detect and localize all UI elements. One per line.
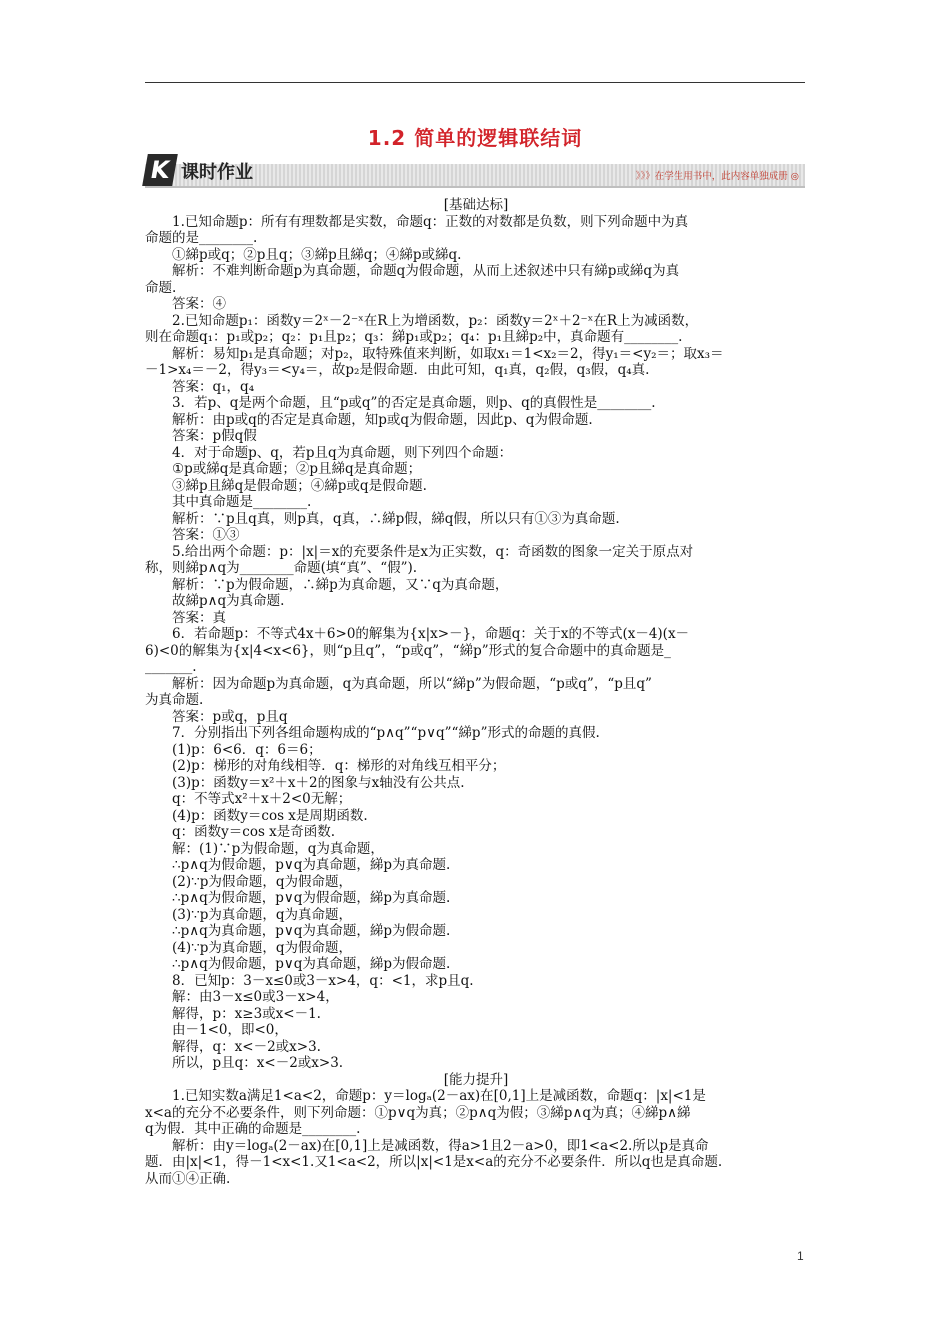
text-line: (3)∵p为真命题，q为真命题， [172, 906, 352, 923]
text-line: 解：由3－x≤0或3－x>4， [172, 989, 339, 1005]
text-line: 6．若命题p：不等式4x＋6>0的解集为{x|x>－}，命题q：关于x的不等式(x－4)(x－ [172, 626, 690, 642]
text-line: 所以，p且q：x<－2或x>3. [172, 1055, 344, 1071]
text-line: 解析：易知p₁是真命题；对p₂，取特殊值来判断，如取x₁＝1<x₂＝2，得y₁＝<y₂＝；取x₃＝ [172, 345, 724, 362]
text-line: (2)∵p为假命题，q为假命题， [172, 873, 352, 890]
page-number: 1 [797, 1249, 804, 1263]
banner-logo-icon: K [142, 154, 178, 186]
text-line: 解得，q：x<－2或x>3. [172, 1038, 321, 1055]
page-title: 1.2 简单的逻辑联结词 [367, 126, 583, 150]
text-line: 从而①④正确. [145, 1170, 231, 1187]
banner-note: 》》》在学生用书中，此内容单独成册 ◎ [635, 171, 799, 182]
text-line: 命题的是________. [145, 230, 258, 246]
text-line: q：函数y＝cos x是奇函数. [172, 824, 336, 840]
text-line: 解：(1)∵p为假命题，q为真命题， [172, 840, 384, 857]
header-rule [145, 82, 805, 83]
text-line: 8．已知p：3－x≤0或3－x>4，q：<1，求p且q. [172, 972, 474, 989]
text-line: 4．对于命题p、q，若p且q为真命题，则下列四个命题： [172, 444, 513, 461]
text-line: 3．若p、q是两个命题，且“p或q”的否定是真命题，则p、q的真假性是________. [172, 395, 656, 411]
text-line: (4)∵p为真命题，q为假命题， [172, 939, 352, 956]
text-line: q为假．其中正确的命题是________. [145, 1121, 361, 1137]
text-line: 6)<0的解集为{x|4<x<6}，则“p且q”，“p或q”，“綈p”形式的复合命题中的真命题是_ [145, 642, 671, 659]
text-line: 解得，p：x≥3或x<－1. [172, 1005, 321, 1022]
text-line: 解析：∵p且q真，则p真，q真，∴綈p假，綈q假，所以只有①③为真命题. [172, 510, 620, 527]
section-heading: [能力提升] [443, 1071, 509, 1088]
text-line: 答案：④ [172, 296, 226, 312]
text-line: ∴p∧q为假命题，p∨q为真命题，綈p为假命题. [172, 956, 451, 972]
text-line: 故綈p∧q为真命题. [172, 593, 285, 609]
text-line: 命题. [145, 279, 177, 296]
text-line: －1>x₄＝－2，得y₃＝<y₄＝，故p₂是假命题．由此可知，q₁真，q₂假，q₃假，q₄真. [145, 362, 650, 378]
text-line: ①p或綈q是真命题；②p且綈q是真命题； [172, 461, 422, 477]
text-line: 其中真命题是________. [172, 494, 312, 510]
text-line: (3)p：函数y＝x²＋x＋2的图象与x轴没有公共点. [172, 774, 465, 791]
text-line: 1.已知实数a满足1<a<2，命题p：y＝logₐ(2－ax)在[0,1]上是减函数，命题q：|x|<1是 [172, 1088, 706, 1104]
text-line: ∴p∧q为假命题，p∨q为真命题，綈p为真命题. [172, 857, 451, 873]
section-heading: [基础达标] [443, 197, 509, 213]
text-line: 解析：因为命题p为真命题，q为真命题，所以“綈p”为假命题，“p或q”，“p且q” [172, 675, 652, 692]
text-line: 解析：由y＝logₐ(2－ax)在[0,1]上是减函数，得a>1且2－a>0，即1<a<2.所以p是真命 [172, 1137, 709, 1154]
banner-label: 课时作业 [181, 162, 253, 183]
text-line: 答案：p假q假 [172, 428, 257, 444]
text-line: 2.已知命题p₁：函数y＝2ˣ－2⁻ˣ在R上为增函数，p₂：函数y＝2ˣ＋2⁻ˣ在R上为减函数， [172, 312, 699, 329]
text-line: 则在命题q₁：p₁或p₂；q₂：p₁且p₂；q₃：綈p₁或p₂；q₄：p₁且綈p₂中，真命题有________. [145, 329, 683, 345]
text-line: 题．由|x|<1，得－1<x<1.又1<a<2，所以|x|<1是x<a的充分不必要条件．所以q也是真命题. [145, 1154, 723, 1170]
section-banner [145, 152, 805, 188]
text-line: 称，则綈p∧q为________命题(填“真”、“假”). [145, 560, 418, 576]
text-line: 由－1<0，即<0， [172, 1022, 288, 1038]
text-line: (4)p：函数y＝cos x是周期函数. [172, 807, 368, 824]
text-line: 答案：①③ [172, 527, 240, 543]
text-line: 答案：真 [172, 609, 226, 626]
text-line: _______. [145, 659, 197, 675]
document-body [145, 197, 807, 1187]
text-line: (1)p：6<6．q：6＝6； [172, 741, 322, 758]
text-line: 7．分别指出下列各组命题构成的“p∧q”“p∨q”“綈p”形式的命题的真假. [172, 725, 600, 741]
text-line: x<a的充分不必要条件，则下列命题：①p∨q为真；②p∧q为假；③綈p∧q为真；④綈p∧綈 [145, 1104, 691, 1121]
text-line: 解析：∵p为假命题，∴綈p为真命题，又∵q为真命题， [172, 576, 509, 593]
text-line: 答案：q₁，q₄ [172, 378, 255, 395]
text-line: q：不等式x²＋x＋2<0无解； [172, 791, 352, 807]
text-line: ∴p∧q为假命题，p∨q为假命题，綈p为真命题. [172, 890, 451, 906]
text-line: 为真命题. [145, 692, 204, 708]
text-line: 答案：p或q，p且q [172, 708, 288, 725]
text-line: 1.已知命题p：所有有理数都是实数，命题q：正数的对数都是负数，则下列命题中为真 [172, 213, 689, 230]
text-line: ①綈p或q；②p且q；③綈p且綈q；④綈p或綈q. [172, 246, 462, 263]
text-line: 解析：由p或q的否定是真命题，知p或q为假命题，因此p、q为假命题. [172, 411, 593, 428]
text-line: ③綈p且綈q是假命题；④綈p或q是假命题. [172, 477, 427, 494]
text-line: 5.给出两个命题：p：|x|＝x的充要条件是x为正实数，q：奇函数的图象一定关于原点对 [172, 543, 694, 560]
text-line: (2)p：梯形的对角线相等．q：梯形的对角线互相平分； [172, 758, 506, 774]
text-line: ∴p∧q为真命题，p∨q为真命题，綈p为假命题. [172, 923, 451, 939]
text-line: 解析：不难判断命题p为真命题，命题q为假命题，从而上述叙述中只有綈p或綈q为真 [172, 263, 680, 279]
